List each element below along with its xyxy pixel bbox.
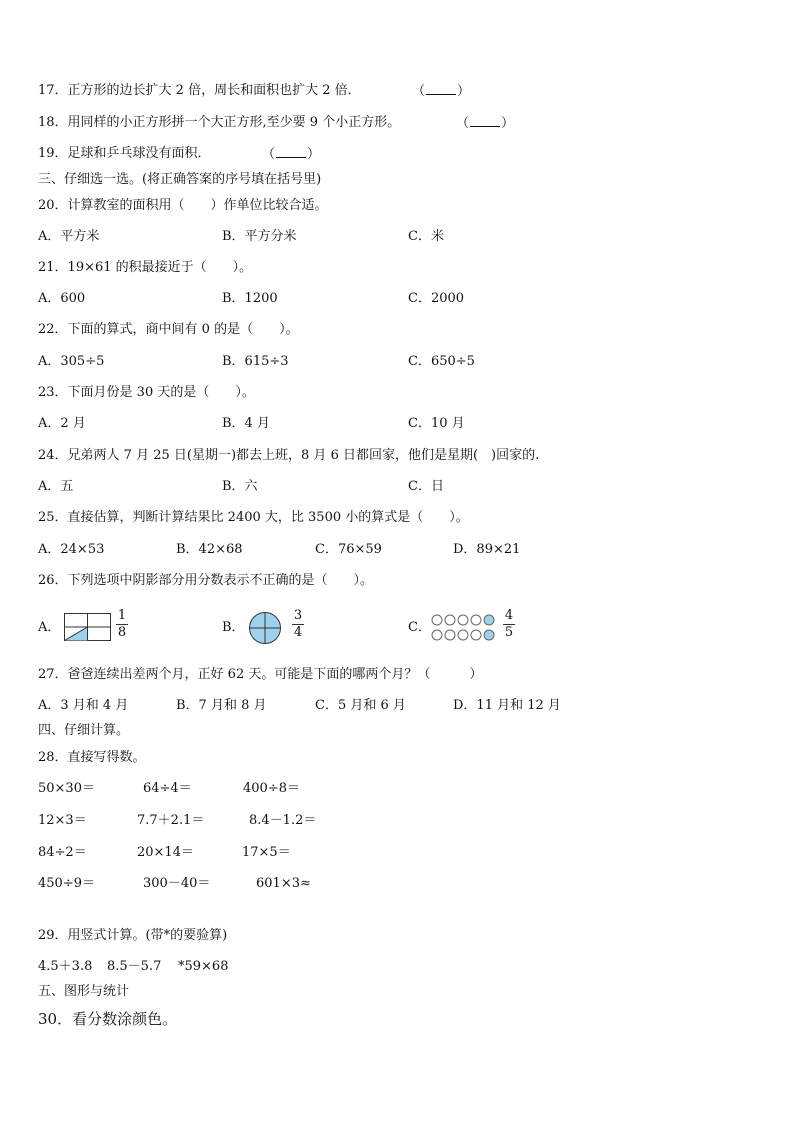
- q29-item: *59×68: [178, 959, 229, 974]
- q20-option-b[interactable]: B．平方分米: [222, 229, 297, 244]
- q26-c-circle-shaded: [484, 615, 494, 625]
- q29-item: 8.5－5.7: [107, 959, 162, 974]
- q19-number: 19．: [38, 146, 68, 161]
- q25-stem: 25．直接估算，判断计算结果比 2400 大，比 3500 小的算式是（ ）。: [38, 510, 469, 525]
- q27-option-d[interactable]: D．11 月和 12 月: [453, 698, 561, 713]
- q26-c-circle: [432, 615, 442, 625]
- q26-option-a[interactable]: [38, 620, 60, 636]
- q17-answer-blank[interactable]: （ ）: [412, 84, 471, 99]
- q26-b-denominator: 4: [293, 625, 303, 640]
- q28-item: 8.4－1.2＝: [249, 813, 317, 828]
- q25-option-a[interactable]: A．24×53: [38, 542, 105, 557]
- q28-stem: 28．直接写得数。: [38, 750, 146, 765]
- q28-item: 50×30＝: [38, 781, 95, 796]
- q19-answer-blank[interactable]: （ ）: [262, 147, 321, 162]
- q20-option-c[interactable]: C．米: [408, 229, 444, 244]
- q28-item: 20×14＝: [137, 845, 194, 860]
- q26-option-c-label: C．: [408, 620, 431, 635]
- q28-item: 17×5＝: [242, 845, 291, 860]
- q28-item: 84÷2＝: [38, 845, 87, 860]
- q25-option-b[interactable]: B．42×68: [176, 542, 243, 557]
- q28-item: 12×3＝: [38, 813, 87, 828]
- q30-stem: 30．看分数涂颜色。: [38, 1010, 178, 1028]
- q29-stem: 29．用竖式计算。(带*的要验算): [38, 928, 228, 943]
- question-17: [38, 83, 471, 99]
- q21-option-b[interactable]: B．1200: [222, 291, 278, 306]
- q24-option-c[interactable]: C．日: [408, 479, 444, 494]
- q26-c-circle: [445, 615, 455, 625]
- q24-option-a[interactable]: A．五: [38, 479, 74, 494]
- q28-item: 7.7＋2.1＝: [137, 813, 205, 828]
- q17-number: 17．: [38, 83, 68, 98]
- question-19: [38, 146, 321, 162]
- q21-option-c[interactable]: C．2000: [408, 291, 465, 306]
- question-18: [38, 115, 515, 131]
- q26-b-numerator: 3: [293, 608, 303, 623]
- q20-stem: 20．计算教室的面积用（ ）作单位比较合适。: [38, 198, 328, 213]
- q26-c-circle: [432, 630, 442, 640]
- q17-text: 正方形的边长扩大 2 倍，周长和面积也扩大 2 倍．: [67, 83, 361, 98]
- q23-option-c[interactable]: C．10 月: [408, 416, 465, 431]
- q22-option-b[interactable]: B．615÷3: [222, 354, 289, 369]
- q26-c-numerator: 4: [504, 608, 514, 623]
- q26-c-circle: [458, 615, 468, 625]
- q26-option-c[interactable]: [408, 620, 431, 636]
- q26-a-numerator: 1: [117, 608, 127, 623]
- q26-c-circle: [445, 630, 455, 640]
- q28-item: 64÷4＝: [143, 781, 192, 796]
- q28-item: 400÷8＝: [243, 781, 300, 796]
- q22-option-c[interactable]: C．650÷5: [408, 354, 475, 369]
- q23-stem: 23．下面月份是 30 天的是（ ）。: [38, 385, 255, 400]
- q23-option-a[interactable]: A．2 月: [38, 416, 86, 431]
- q28-item: 300－40＝: [143, 876, 211, 891]
- q26-c-circle-shaded: [484, 630, 494, 640]
- q18-number: 18．: [38, 115, 68, 130]
- q27-option-a[interactable]: A．3 月和 4 月: [38, 698, 129, 713]
- section-3-heading: 三、仔细选一选。(将正确答案的序号填在括号里): [38, 172, 322, 187]
- section-4-heading: 四、仔细计算。: [38, 723, 130, 738]
- q24-option-b[interactable]: B．六: [222, 479, 258, 494]
- q18-answer-blank[interactable]: （ ）: [456, 116, 515, 131]
- q20-option-a[interactable]: A．平方米: [38, 229, 100, 244]
- q18-text: 用同样的小正方形拼一个大正方形,至少要 9 个小正方形。: [67, 115, 401, 130]
- q28-item: 601×3≈: [256, 876, 311, 891]
- q27-stem: 27．爸爸连续出差两个月，正好 62 天。可能是下面的哪两个月？（ ）: [38, 667, 483, 682]
- q26-c-circle: [471, 630, 481, 640]
- q28-item: 450÷9＝: [38, 876, 95, 891]
- q26-a-denominator: 8: [117, 625, 127, 640]
- q26-c-denominator: 5: [504, 625, 514, 640]
- section-5-heading: 五、图形与统计: [38, 984, 130, 999]
- q23-option-b[interactable]: B．4 月: [222, 416, 270, 431]
- q26-c-circles-figure: [431, 613, 499, 643]
- q26-c-circle: [458, 630, 468, 640]
- q24-stem: 24．兄弟两人 7 月 25 日(星期一)都去上班，8 月 6 日都回家，他们是星期( )回家的.: [38, 448, 540, 463]
- q26-option-b-label: B．: [222, 620, 245, 635]
- q22-option-a[interactable]: A．305÷5: [38, 354, 105, 369]
- q26-c-circle: [471, 615, 481, 625]
- q29-item: 4.5＋3.8: [38, 959, 93, 974]
- q27-option-b[interactable]: B．7 月和 8 月: [176, 698, 267, 713]
- q21-option-a[interactable]: A．600: [38, 291, 86, 306]
- q26-stem: 26．下列选项中阴影部分用分数表示不正确的是（ ）。: [38, 573, 374, 588]
- q25-option-d[interactable]: D．89×21: [453, 542, 521, 557]
- q19-text: 足球和乒乓球没有面积．: [67, 146, 211, 161]
- q27-option-c[interactable]: C．5 月和 6 月: [315, 698, 406, 713]
- q26-c-fraction: [503, 609, 515, 640]
- q26-b-fraction: [292, 609, 304, 640]
- q25-option-c[interactable]: C．76×59: [315, 542, 382, 557]
- q26-option-a-label: A．: [38, 620, 61, 635]
- q26-option-b[interactable]: [222, 620, 245, 636]
- q26-a-rectangle-figure: [64, 613, 112, 643]
- q22-stem: 22．下面的算式，商中间有 0 的是（ ）。: [38, 322, 299, 337]
- q21-stem: 21．19×61 的积最接近于（ ）。: [38, 260, 253, 275]
- q26-a-fraction: [116, 609, 128, 640]
- q26-b-circle-figure: [248, 611, 282, 645]
